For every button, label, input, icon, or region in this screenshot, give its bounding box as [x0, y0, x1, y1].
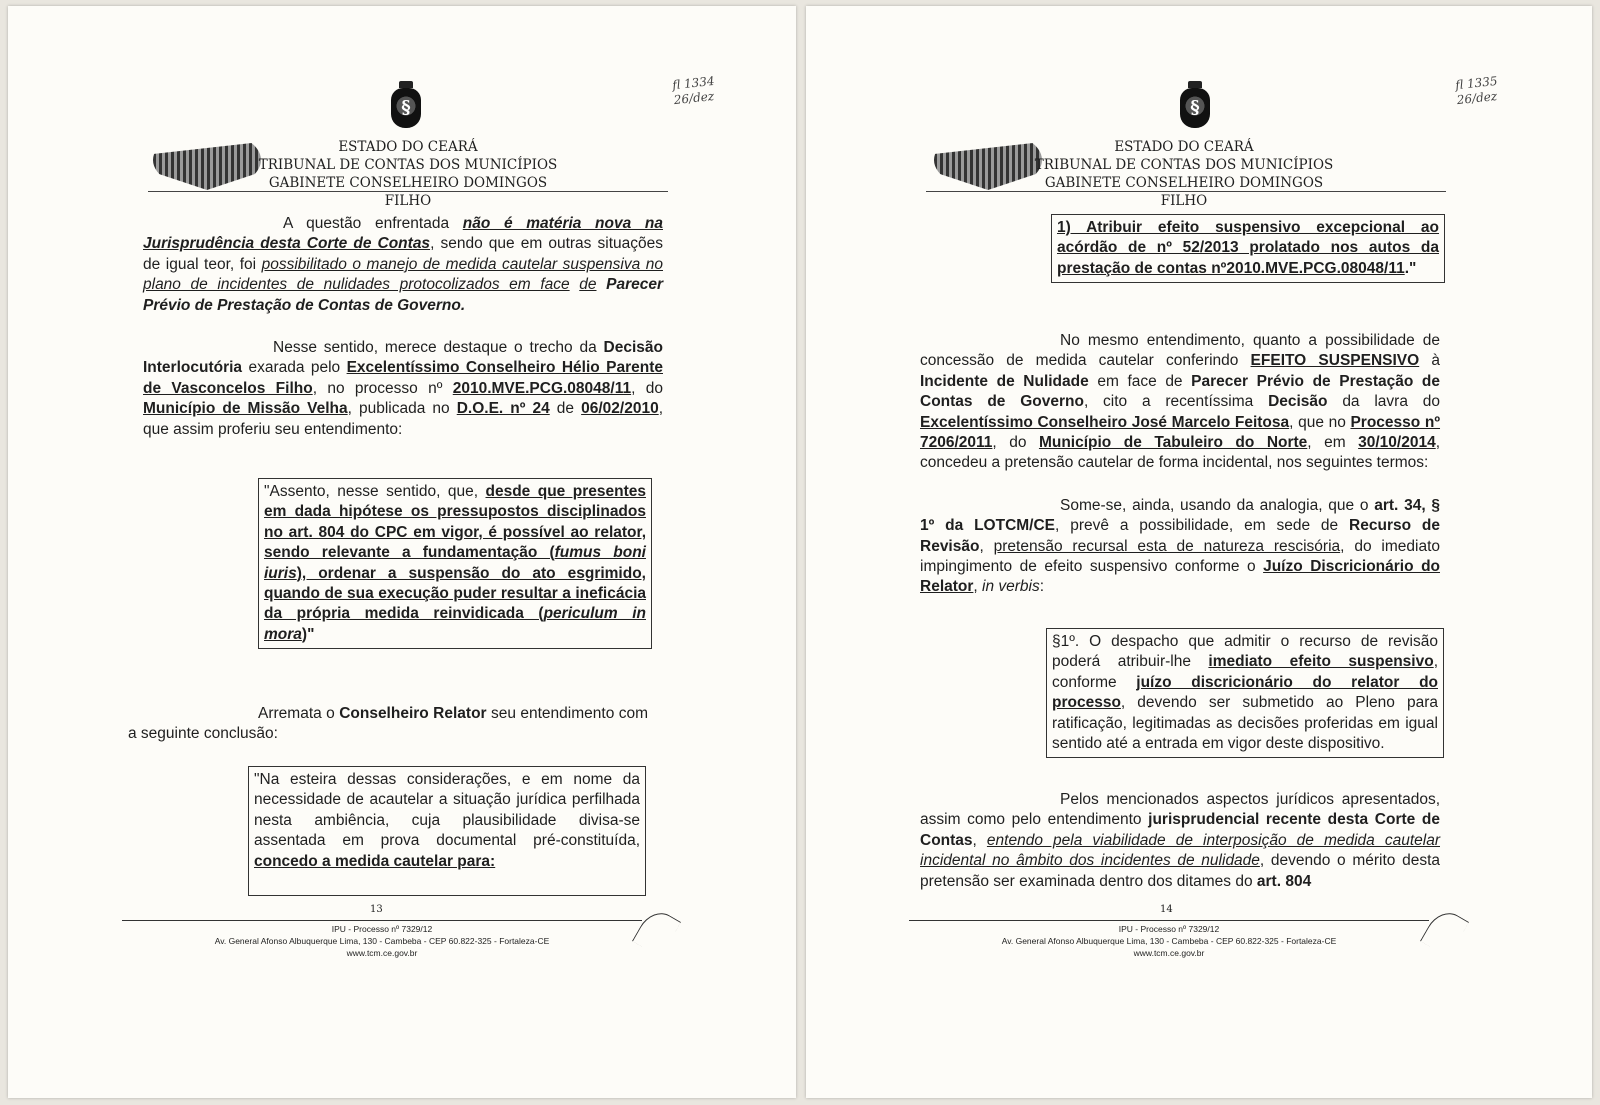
quote-box-assento: "Assento, nesse sentido, que, desde que presentes em dada hipótese os pressupostos disciplinados no art. 804 do CPC em vigor, é possível ao relator, sendo relevante a fundamentação (fumus boni iuris), ordenar a suspensão do ato esgrimido, quando de sua execução puder resultar a ineficácia da própria medida reinvidicada (periculum in mora)"	[258, 478, 652, 649]
page-footer	[906, 920, 1432, 959]
header-rule	[926, 191, 1446, 192]
footer-process: IPU - Processo nº 7329/12	[331, 924, 433, 934]
state-crest-icon	[1180, 88, 1210, 128]
state-crest-icon	[391, 88, 421, 128]
paragraph-jurisprudence: A questão enfrentada não é matéria nova na Jurisprudência desta Corte de Contas, sendo que em outras situações de igual teor, foi possibilitado o manejo de medida cautelar suspensiva no plano de incidentes de nulidades protocolizados em face de Parecer Prévio de Prestação de Contas de Governo.	[143, 215, 664, 314]
header-rule	[148, 191, 668, 192]
paragraph-conclusion: Pelos mencionados aspectos jurídicos apresentados, assim como pelo entendimento jurisprudencial recente desta Corte de Contas, entendo pela viabilidade de interposição de medida cautelar incidental no âmbito dos incidentes de nulidade, devendo o mérito desta pretensão ser examinada dentro dos ditames do art. 804	[920, 791, 1440, 890]
office-name: GABINETE CONSELHEIRO DOMINGOS FILHO	[268, 175, 548, 209]
page-13-body-2	[128, 704, 648, 745]
footer-rule	[909, 920, 1429, 921]
office-name: GABINETE CONSELHEIRO DOMINGOS FILHO	[1044, 175, 1324, 209]
crest-mark: §	[401, 97, 411, 118]
tcm-building-logo-icon	[153, 130, 261, 190]
paragraph-decision: Nesse sentido, merece destaque o trecho da Decisão Interlocutória exarada pelo Excelentíssimo Conselheiro Hélio Parente de Vasconcelos Filho, no processo nº 2010.MVE.PCG.08048/11, do Município de Missão Velha, publicada no D.O.E. nº 24 de 06/02/2010, que assim proferiu seu entendimento:	[143, 339, 663, 438]
handwritten-folio: fl 1335 26/dez	[1454, 73, 1499, 108]
handwritten-folio: fl 1334 26/dez	[671, 73, 716, 108]
footer-site: www.tcm.ce.gov.br	[346, 948, 418, 958]
quote-box-conclusion: "Na esteira dessas considerações, e em nome da necessidade de acautelar a situação jurídica perfilhada nesta ambiência, cuja plausibilidade divisa-se assentada em prova documental pré-constituída, concedo a medida cautelar para:	[248, 766, 646, 896]
document-page-14	[806, 6, 1592, 1098]
court-name: TRIBUNAL DE CONTAS DOS MUNICÍPIOS	[258, 157, 558, 173]
page-number: 14	[1160, 904, 1173, 915]
state-name: ESTADO DO CEARÁ	[338, 139, 478, 155]
page-footer	[118, 920, 646, 959]
letterhead	[806, 73, 1592, 209]
footer-process: IPU - Processo nº 7329/12	[1118, 924, 1220, 934]
court-name: TRIBUNAL DE CONTAS DOS MUNICÍPIOS	[1034, 157, 1334, 173]
quote-box-atribuir: 1) Atribuir efeito suspensivo excepcional ao acórdão de nº 52/2013 prolatado nos autos da prestação de contas nº2010.MVE.PCG.08048/11."	[1051, 214, 1445, 283]
letterhead	[8, 73, 796, 209]
page-number: 13	[370, 904, 383, 915]
page-14-body-2	[920, 790, 1440, 892]
footer-address: Av. General Afonso Albuquerque Lima, 130 - Cambeba - CEP 60.822-325 - Fortaleza-CE	[214, 936, 550, 946]
tcm-building-logo-icon	[934, 130, 1042, 190]
paragraph-analogy: Some-se, ainda, usando da analogia, que o art. 34, § 1º da LOTCM/CE, prevê a possibilidade, em sede de Recurso de Revisão, pretensão recursal esta de natureza rescisória, do imediato impingimento de efeito suspensivo conforme o Juízo Discricionário do Relator, in verbis:	[920, 496, 1441, 596]
footer-rule	[122, 920, 642, 921]
paragraph-same-understanding: No mesmo entendimento, quanto a possibilidade de concessão de medida cautelar conferindo EFEITO SUSPENSIVO à Incidente de Nulidade em face de Parecer Prévio de Prestação de Contas de Governo, cito a recentíssima Decisão da lavra do Excelentíssimo Conselheiro José Marcelo Feitosa, que no Processo nº 7206/2011, do Município de Tabuleiro do Norte, em 30/10/2014, concedeu a pretensão cautelar de forma incidental, nos seguintes termos:	[920, 332, 1441, 472]
crest-mark: §	[1190, 97, 1200, 118]
letterhead-text	[1034, 138, 1334, 210]
document-page-13	[8, 6, 796, 1098]
letterhead-text	[258, 138, 558, 210]
state-name: ESTADO DO CEARÁ	[1114, 139, 1254, 155]
page-13-body	[143, 214, 663, 440]
quote-box-paragraph-1: §1º. O despacho que admitir o recurso de revisão poderá atribuir-lhe imediato efeito suspensivo, conforme juízo discricionário do relator do processo, devendo ser submetido ao Pleno para ratificação, legitimadas as decisões proferidas em igual sentido até a entrada em vigor deste dispositivo.	[1046, 628, 1444, 758]
footer-address: Av. General Afonso Albuquerque Lima, 130 - Cambeba - CEP 60.822-325 - Fortaleza-CE	[1001, 936, 1337, 946]
paragraph-conclusion: Arremata o Conselheiro Relator seu entendimento com a seguinte conclusão:	[128, 705, 649, 743]
page-14-body	[920, 331, 1440, 598]
footer-site: www.tcm.ce.gov.br	[1133, 948, 1205, 958]
